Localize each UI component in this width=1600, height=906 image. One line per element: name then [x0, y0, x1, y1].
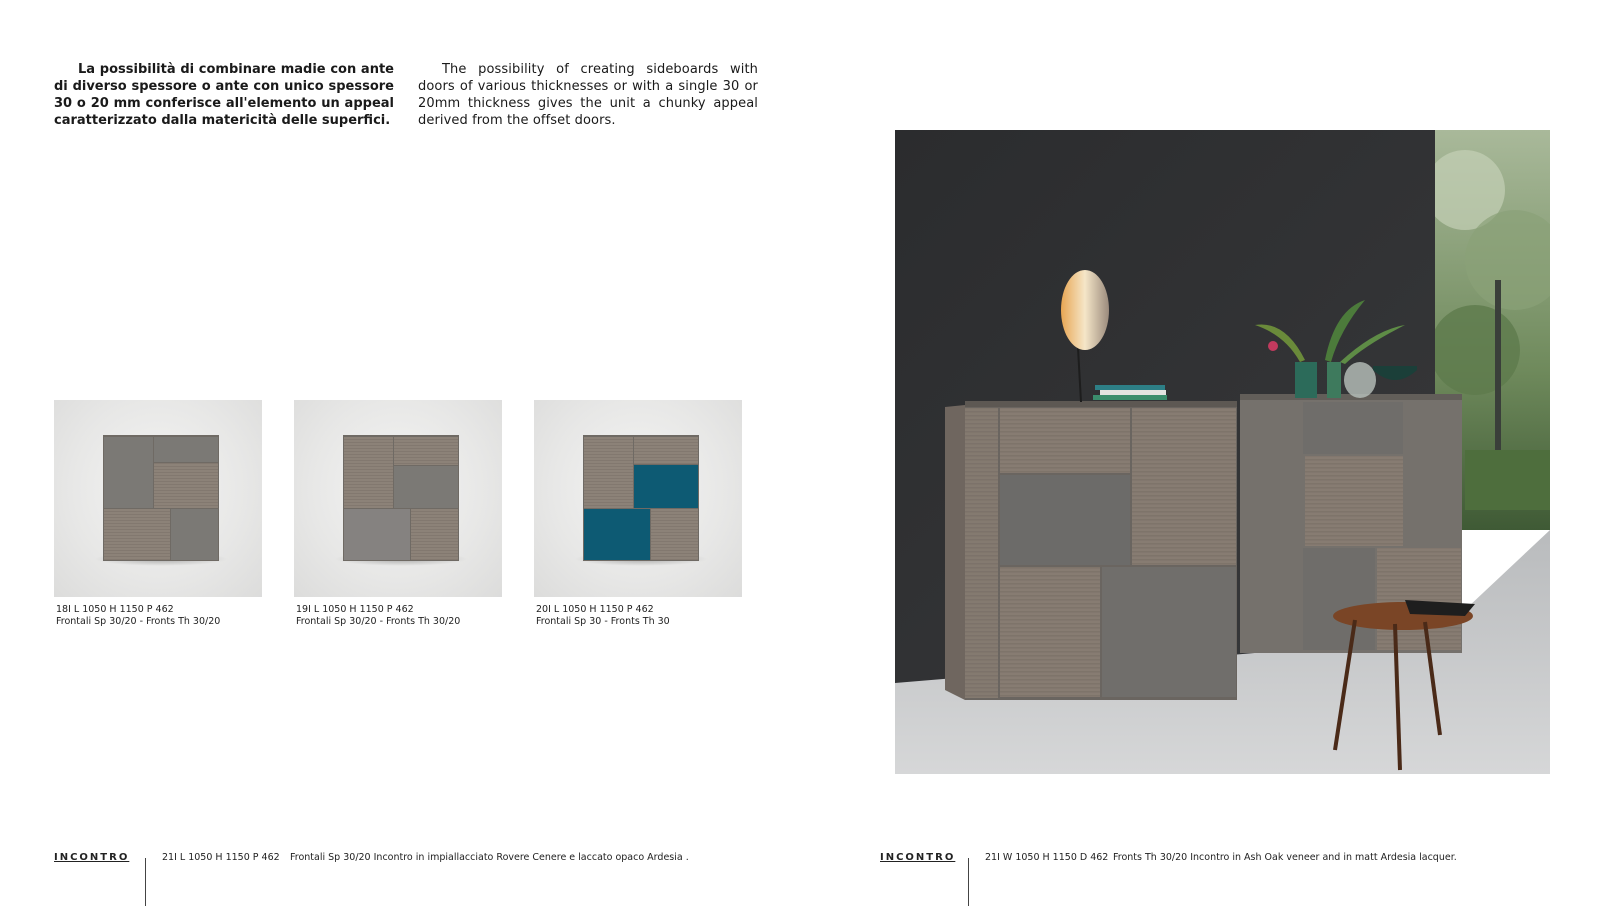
cabinet-illustration [103, 435, 219, 561]
cabinet-illustration [343, 435, 459, 561]
room-photo [895, 130, 1550, 774]
product-caption-20i [536, 604, 670, 628]
footer-brand-left [54, 852, 129, 863]
product-fronts: Frontali Sp 30/20 - Fronts Th 30/20 [56, 616, 221, 627]
product-code: 18I L 1050 H 1150 P 462 [56, 604, 174, 615]
footer-code-right: 21I W 1050 H 1150 D 462 [985, 852, 1109, 863]
intro-english: The possibility of creating sideboards with doors of various thicknesses or with a single 30 or 20mm thickness gives the unit a chunky appeal derived from the offset doors. [418, 62, 758, 128]
product-caption-19i [296, 604, 460, 628]
product-image-20i [534, 400, 742, 597]
footer-code-left: 21I L 1050 H 1150 P 462 [162, 852, 280, 863]
product-caption-18i [56, 604, 220, 628]
brand-label: INCONTRO [54, 852, 130, 863]
footer-brand-right [880, 852, 955, 863]
product-code: 19I L 1050 H 1150 P 462 [296, 604, 414, 615]
product-code: 20I L 1050 H 1150 P 462 [536, 604, 654, 615]
product-image-19i [294, 400, 502, 597]
room-scene-illustration [895, 130, 1550, 774]
product-fronts: Frontali Sp 30/20 - Fronts Th 30/20 [296, 616, 461, 627]
brand-label: INCONTRO [880, 852, 956, 863]
footer-desc-left: Frontali Sp 30/20 Incontro in impiallacciato Rovere Cenere e laccato opaco Ardesia . [290, 852, 689, 863]
intro-italian: La possibilità di combinare madie con ante di diverso spessore o ante con unico spessore 30 o 20 mm conferisce all'elemento un appeal caratterizzato dalla matericità delle superfici. [54, 62, 394, 128]
cabinet-illustration [583, 435, 699, 561]
product-fronts: Frontali Sp 30 - Fronts Th 30 [536, 616, 670, 627]
footer-desc-right: Fronts Th 30/20 Incontro in Ash Oak veneer and in matt Ardesia lacquer. [1113, 852, 1457, 863]
product-image-18i [54, 400, 262, 597]
